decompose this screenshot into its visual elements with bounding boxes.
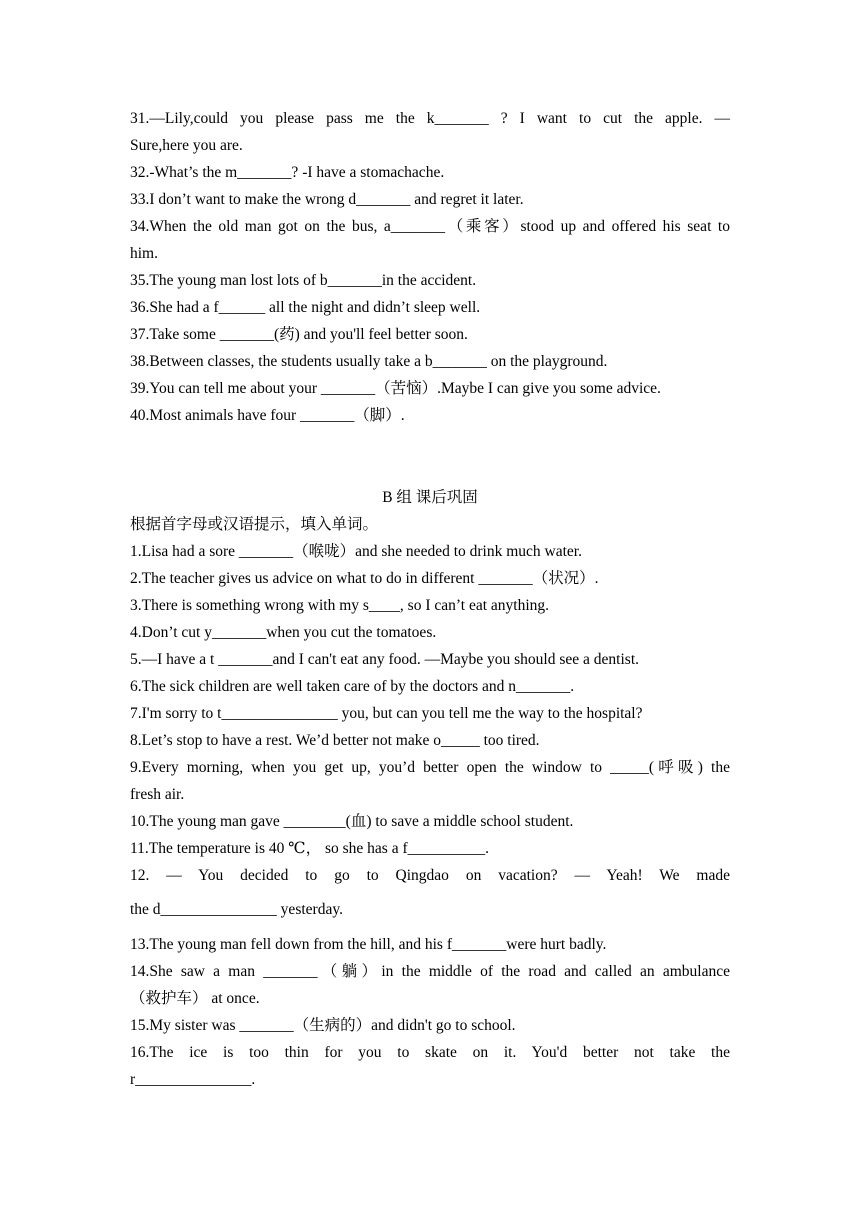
question-line: 12. — You decided to go to Qingdao on vacation? — Yeah! We made [130,867,730,884]
section-heading: B 组 课后巩固 [382,489,478,506]
part-b-questions [130,511,730,1093]
question-line: him. [130,245,158,262]
question-line: 34.When the old man got on the bus, a_______（乘客）stood up and offered his seat to [130,218,730,235]
question-line: the d_______________ yesterday. [130,901,343,918]
question-line: 10.The young man gave ________(血) to save a middle school student. [130,813,574,830]
question-line: 36.She had a f______ all the night and didn’t sleep well. [130,299,481,316]
question-line: （救护车） at once. [130,990,260,1007]
question-line: 31.—Lily,could you please pass me the k_______ ? I want to cut the apple. — [130,110,730,127]
question-line: 2.The teacher gives us advice on what to do in different _______（状况）. [130,570,599,587]
question-line: 3.There is something wrong with my s____, so I can’t eat anything. [130,597,550,614]
question-line: Sure,here you are. [130,137,243,154]
question-line: 33.I don’t want to make the wrong d_______ and regret it later. [130,191,524,208]
question-line: 38.Between classes, the students usually take a b_______ on the playground. [130,353,608,370]
question-line: 35.The young man lost lots of b_______in the accident. [130,272,477,289]
question-line: 8.Let’s stop to have a rest. We’d better not make o_____ too tired. [130,732,540,749]
part-a-questions [130,105,730,429]
question-line: 32.-What’s the m_______? -I have a stomachache. [130,164,445,181]
question-line: 13.The young man fell down from the hill, and his f_______were hurt badly. [130,936,607,953]
question-line: 6.The sick children are well taken care of by the doctors and n_______. [130,678,575,695]
question-line: fresh air. [130,786,185,803]
question-line: 5.—I have a t _______and I can't eat any food. —Maybe you should see a dentist. [130,651,639,668]
question-line: 9.Every morning, when you get up, you’d better open the window to _____(呼吸) the [130,759,730,776]
question-line: 4.Don’t cut y_______when you cut the tomatoes. [130,624,437,641]
question-line: 40.Most animals have four _______（脚）. [130,407,405,424]
instruction-text: 根据首字母或汉语提示，填入单词。 [130,516,379,533]
question-line: r_______________. [130,1071,256,1088]
question-line: 7.I'm sorry to t_______________ you, but can you tell me the way to the hospital? [130,705,643,722]
question-line: 15.My sister was _______（生病的）and didn't go to school. [130,1017,516,1034]
question-line: 37.Take some _______(药) and you'll feel better soon. [130,326,468,343]
question-line: 14.She saw a man _______（躺）in the middle of the road and called an ambulance [130,963,730,980]
question-line: 11.The temperature is 40 ℃， so she has a f__________. [130,840,489,857]
question-line: 1.Lisa had a sore _______（喉咙）and she needed to drink much water. [130,543,582,560]
question-line: 16.The ice is too thin for you to skate on it. You'd better not take the [130,1044,730,1061]
question-line: 39.You can tell me about your _______（苦恼）.Maybe I can give you some advice. [130,380,661,397]
